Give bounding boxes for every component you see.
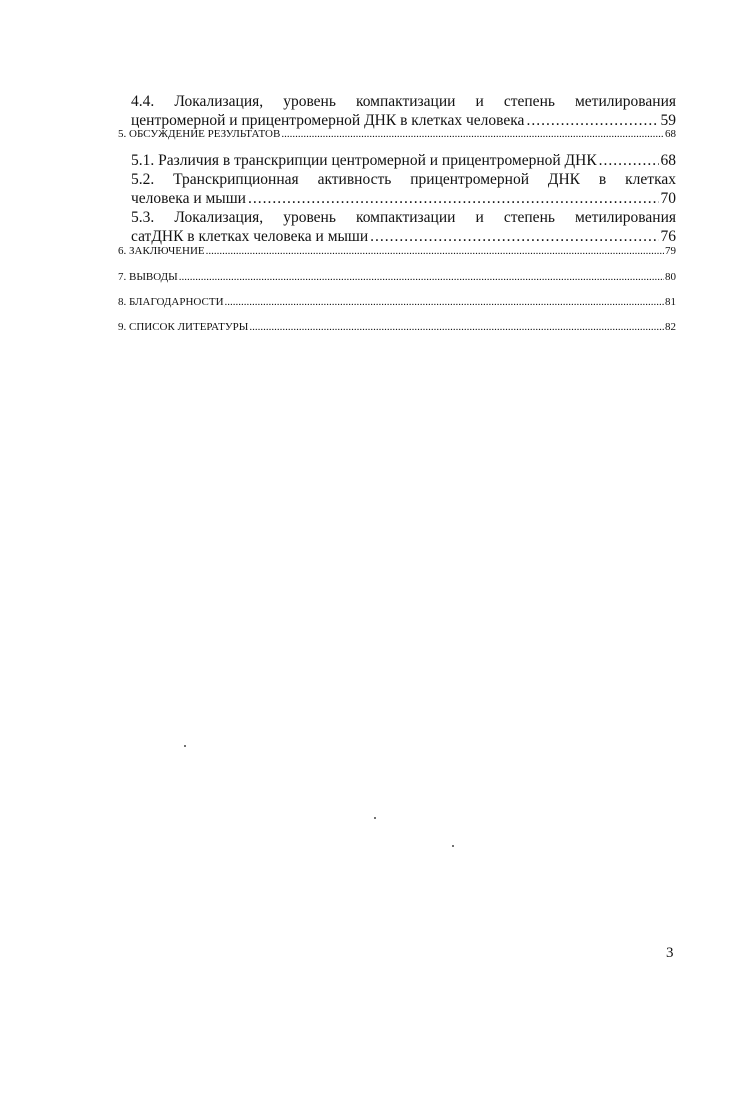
dot-leader [225,295,664,309]
toc-entry-5 [118,127,676,141]
toc-entry-label: 6. ЗАКЛЮЧЕНИЕ [118,245,205,257]
toc-entry-4-4 [131,92,676,130]
toc-entry-label: 8. БЛАГОДАРНОСТИ [118,296,224,308]
toc-page-number: 68 [660,152,676,169]
toc-page-number: 80 [665,271,676,283]
dot-leader [599,151,659,170]
toc-page-number: 59 [660,112,676,129]
toc-entry-label: 7. ВЫВОДЫ [118,271,178,283]
toc-entry-text: центромерной и прицентромерной ДНК в клетках человека [131,112,525,129]
dot-leader [206,244,664,258]
toc-entry-label: 5. ОБСУЖДЕНИЕ РЕЗУЛЬТАТОВ [118,128,281,140]
toc-entry-5-2 [131,170,676,208]
toc-entry-5-3 [131,208,676,246]
toc-entry-row [131,189,676,208]
toc-page-number: 81 [665,296,676,308]
page-number: 3 [666,945,674,961]
toc-entry-text: 5.2. Транскрипционная активность прицентромерной ДНК в клетках [131,171,676,188]
toc-entry-text: 5.3. Локализация, уровень компактизации и степень метилирования [131,209,676,226]
scan-speck [184,745,186,747]
toc-entry-9 [118,320,676,334]
dot-leader [248,189,659,208]
toc-entry-text: 5.1. Различия в транскрипции центромерной и прицентромерной ДНК [131,152,597,169]
scan-speck [374,817,376,819]
dot-leader [249,320,664,334]
toc-entry-text: человека и мыши [131,190,246,207]
toc-page-number: 76 [660,228,676,245]
toc-page-number: 70 [660,190,676,207]
toc-page-number: 79 [665,245,676,257]
dot-leader [179,270,664,284]
dot-leader [281,127,664,141]
toc-entry-8 [118,295,676,309]
toc-entry-6 [118,244,676,258]
toc-entry-text: сатДНК в клетках человека и мыши [131,228,369,245]
toc-entry-label: 9. СПИСОК ЛИТЕРАТУРЫ [118,321,249,333]
toc-entry-text: 4.4. Локализация, уровень компактизации и степень метилирования [131,93,676,110]
toc-page-number: 82 [665,321,676,333]
toc-page-number: 68 [665,128,676,140]
toc-entry-row [131,151,676,170]
scan-speck [452,845,454,847]
toc-entry-7 [118,270,676,284]
toc-entry-5-1 [131,151,676,170]
